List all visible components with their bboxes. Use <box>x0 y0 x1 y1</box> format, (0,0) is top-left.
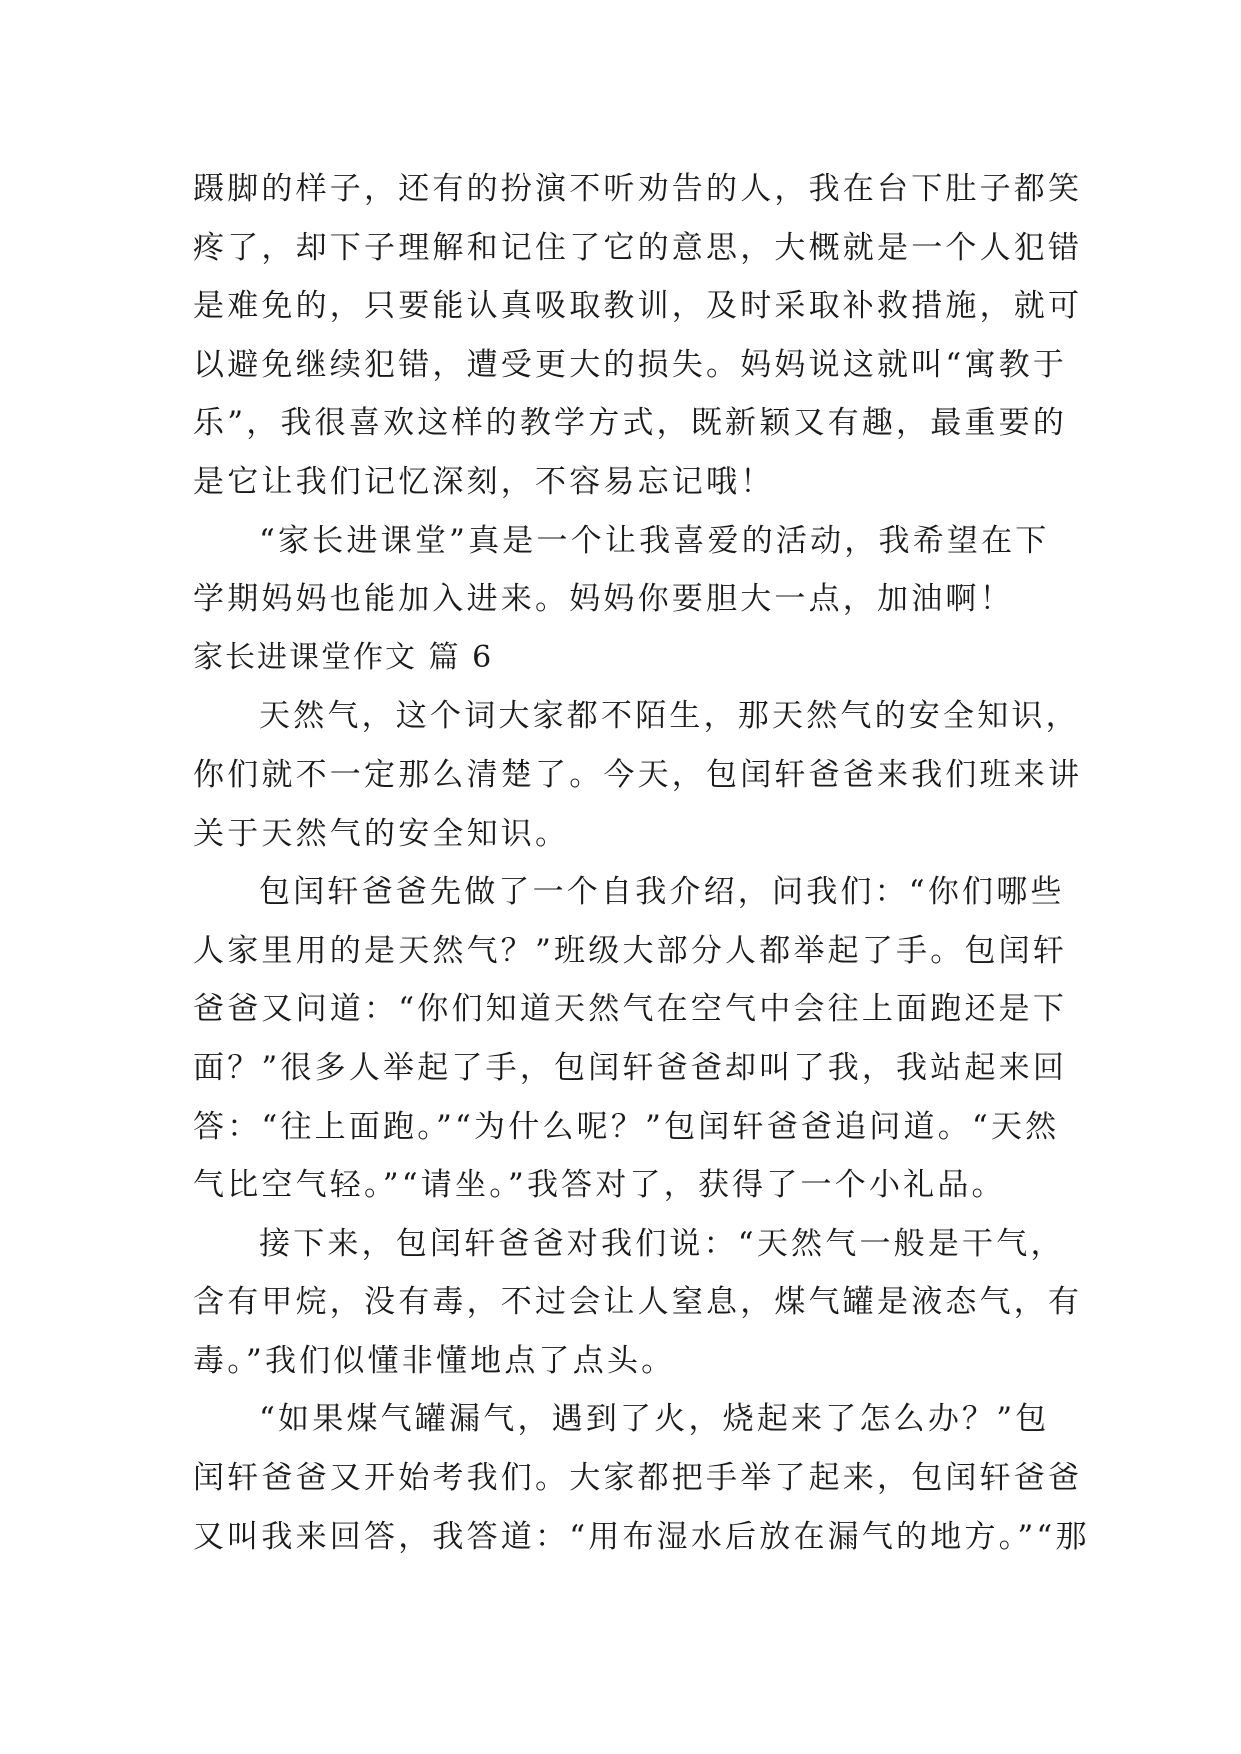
text-line: 闰轩爸爸又开始考我们。大家都把手举了起来，包闰轩爸爸 <box>193 1460 1083 1497</box>
text-line: 以避免继续犯错，遭受更大的损失。妈妈说这就叫“寓教于 <box>193 346 1068 383</box>
text-line: 含有甲烷，没有毒，不过会让人窒息，煤气罐是液态气，有 <box>193 1284 1083 1321</box>
text-line: “如果煤气罐漏气，遇到了火，烧起来了怎么办？”包 <box>259 1401 1050 1438</box>
section-heading: 家长进课堂作文 篇 6 <box>193 639 494 675</box>
text-line: “家长进课堂”真是一个让我喜爱的活动，我希望在下 <box>259 522 1050 559</box>
text-line: 面？”很多人举起了手，包闰轩爸爸却叫了我，我站起来回 <box>193 1049 1068 1086</box>
text-line: 接下来，包闰轩爸爸对我们说：“天然气一般是干气， <box>259 1225 1065 1262</box>
text-line: 你们就不一定那么清楚了。今天，包闰轩爸爸来我们班来讲 <box>193 756 1083 793</box>
text-line: 关于天然气的安全知识。 <box>193 815 570 852</box>
text-line: 爸爸又问道：“你们知道天然气在空气中会往上面跑还是下 <box>193 991 1068 1028</box>
text-line: 是难免的，只要能认真吸取教训，及时采取补救措施，就可 <box>193 288 1083 325</box>
text-line: 人家里用的是天然气？”班级大部分人都举起了手。包闰轩 <box>193 932 1068 969</box>
text-line: 又叫我来回答，我答道：“用布湿水后放在漏气的地方。”“那 <box>193 1518 1090 1555</box>
document-body <box>193 160 1090 1566</box>
text-line: 学期妈妈也能加入进来。妈妈你要胆大一点，加油啊！ <box>193 581 1014 618</box>
text-line: 蹑脚的样子，还有的扮演不听劝告的人，我在台下肚子都笑 <box>193 171 1083 207</box>
text-line: 包闰轩爸爸先做了一个自我介绍，问我们：“你们哪些 <box>259 874 1065 911</box>
text-line: 是它让我们记忆深刻，不容易忘记哦！ <box>193 463 775 500</box>
text-line: 毒。”我们似懂非懂地点了点头。 <box>193 1342 676 1379</box>
text-line: 气比空气轻。”“请坐。”我答对了，获得了一个小礼品。 <box>193 1167 1006 1204</box>
text-line: 天然气，这个词大家都不陌生，那天然气的安全知识， <box>259 698 1080 735</box>
text-line: 疼了，却下子理解和记住了它的意思，大概就是一个人犯错 <box>193 229 1083 266</box>
text-line: 答：“往上面跑。”“为什么呢？”包闰轩爸爸追问道。“天然 <box>193 1108 1060 1145</box>
text-line: 乐”，我很喜欢这样的教学方式，既新颖又有趣，最重要的 <box>193 405 1068 442</box>
